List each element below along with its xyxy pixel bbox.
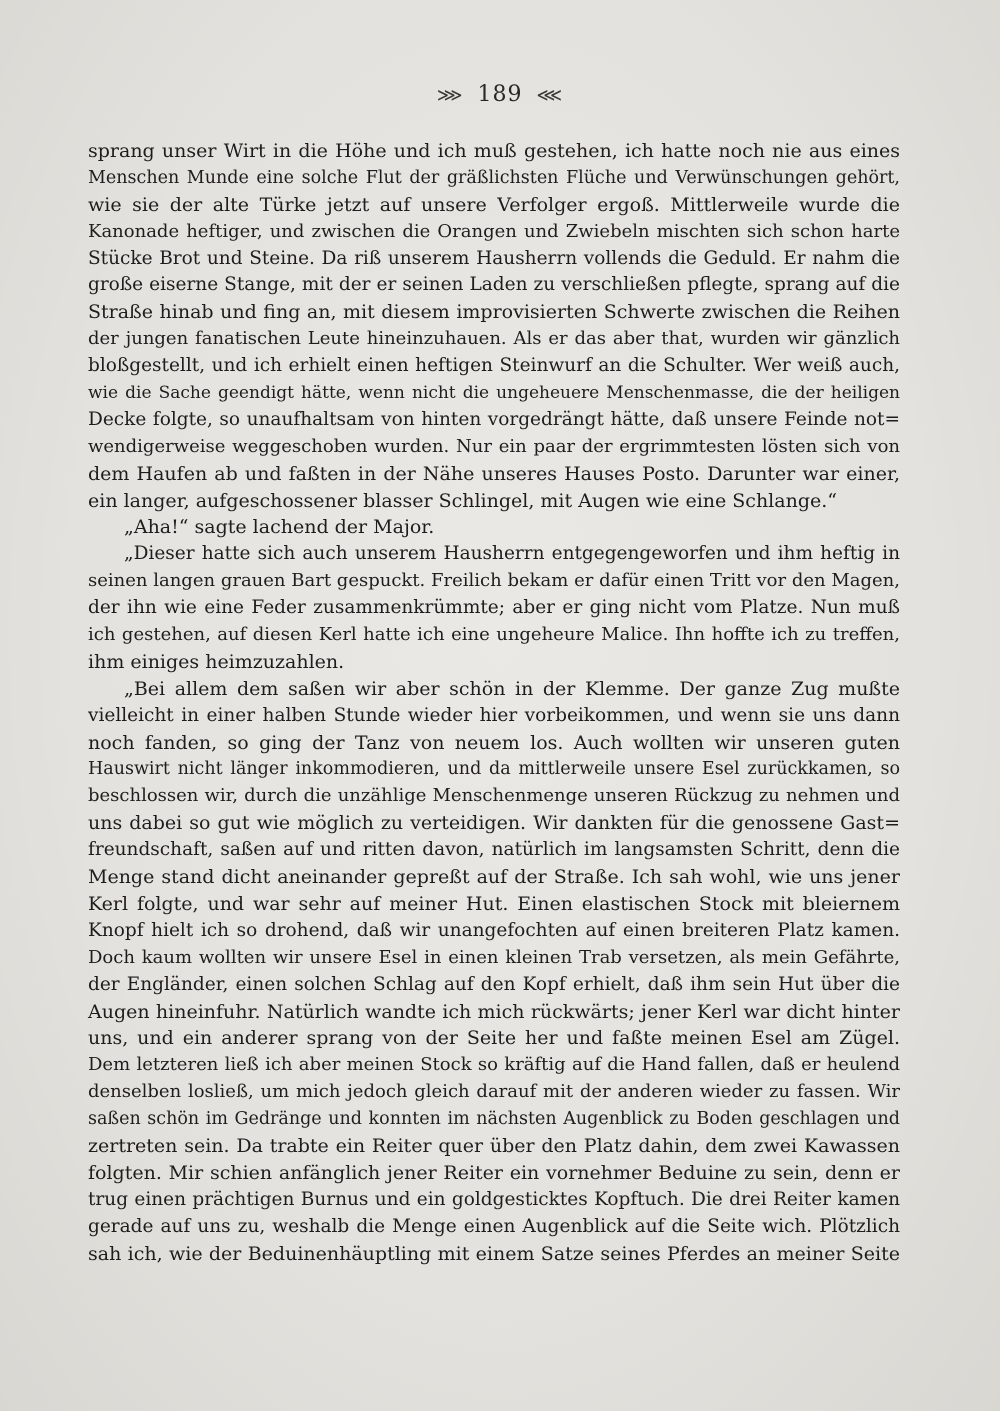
text-line: Hauswirt nicht länger inkommodieren, und da mittlerweile unsere Esel zurückkamen, so [88,759,900,780]
text-line: trug einen prächtigen Burnus und ein goldgesticktes Kopftuch. Die drei Reiter kamen [88,1188,900,1210]
text-line: der ihn wie eine Feder zusammenkrümmte; aber er ging nicht vom Platze. Nun muß [88,597,900,619]
text-line: der jungen fanatischen Leute hineinzuhauen. Als er das aber that, wurden wir gänzlich [88,328,900,350]
left-ornament-icon: ⋙ [436,85,464,106]
text-line: uns, und ein anderer sprang von der Seite her und faßte meinen Esel am Zügel. [88,1027,900,1050]
text-line: Kanonade heftiger, und zwischen die Orangen und Zwiebeln mischten sich schon harte [88,220,900,242]
text-line: Straße hinab und fing an, mit diesem improvisierten Schwerte zwischen die Reihen [88,301,900,324]
text-line: Stücke Brot und Steine. Da riß unserem Hausherrn vollends die Geduld. Er nahm die [88,247,900,269]
text-line: uns dabei so gut wie möglich zu verteidigen. Wir dankten für die genossene Gast= [88,812,900,835]
text-line: seinen langen grauen Bart gespuckt. Freilich bekam er dafür einen Tritt vor den Magen, [88,570,900,592]
text-line: beschlossen wir, durch die unzählige Menschenmenge unseren Rückzug zu nehmen und [88,785,900,807]
text-line: dem Haufen ab und faßten in der Nähe unseres Hauses Posto. Darunter war einer, [88,462,900,485]
text-line: Kerl folgte, und war sehr auf meiner Hut. Einen elastischen Stock mit bleiernem [88,892,900,915]
body-text [88,138,900,1267]
text-line: saßen schön im Gedränge und konnten im nächsten Augenblick zu Boden geschlagen und [88,1109,900,1130]
text-line: Decke folgte, so unaufhaltsam von hinten vorgedrängt hätte, daß unsere Feinde not= [88,408,900,430]
text-line: der Engländer, einen solchen Schlag auf den Kopf erhielt, daß ihm sein Hut über die [88,973,900,995]
text-line: „Aha!“ sagte lachend der Major. [124,516,435,539]
text-line: freundschaft, saßen auf und ritten davon, natürlich im langsamsten Schritt, denn die [88,839,900,861]
text-line: große eiserne Stange, mit der er seinen Laden zu verschließen pflegte, sprang auf die [88,274,900,296]
text-line: ein langer, aufgeschossener blasser Schlingel, mit Augen wie eine Schlange.“ [88,489,837,512]
text-line: ich gestehen, auf diesen Kerl hatte ich eine ungeheure Malice. Ihn hoffte ich zu treffen, [88,624,900,646]
text-line: zertreten sein. Da trabte ein Reiter quer über den Platz dahin, dem zwei Kawassen [88,1134,900,1157]
text-line: wie die Sache geendigt hätte, wenn nicht die ungeheuere Menschenmasse, die der heiligen [88,383,900,404]
text-line: gerade auf uns zu, weshalb die Menge einen Augenblick auf die Seite wich. Plötzlich [88,1215,900,1237]
text-line: denselben losließ, um mich jedoch gleich darauf mit der anderen wieder zu fassen. Wir [88,1081,900,1103]
text-line: vielleicht in einer halben Stunde wieder hier vorbeikommen, und wenn sie uns dann [88,704,900,726]
page-header [0,82,1000,107]
text-line: ihm einiges heimzuzahlen. [88,650,345,673]
text-line: Menge stand dicht aneinander gepreßt auf der Straße. Ich sah wohl, wie uns jener [88,866,900,889]
text-line: Augen hineinfuhr. Natürlich wandte ich mich rückwärts; jener Kerl war dicht hinter [88,1000,900,1023]
text-line: folgten. Mir schien anfänglich jener Reiter ein vornehmer Beduine zu sein, denn er [88,1161,900,1184]
page-number: 189 [477,82,523,107]
text-line: wendigerweise weggeschoben wurden. Nur ein paar der ergrimmtesten lösten sich von [88,435,900,457]
text-line: „Dieser hatte sich auch unserem Hausherrn entgegengeworfen und ihm heftig in [124,543,900,565]
text-line: wie sie der alte Türke jetzt auf unsere Verfolger ergoß. Mittlerweile wurde die [88,193,900,216]
text-line: „Bei allem dem saßen wir aber schön in der Klemme. Der ganze Zug mußte [124,677,900,700]
text-line: Knopf hielt ich so drohend, daß wir unangefochten auf einen breiteren Platz kamen. [88,919,900,941]
text-line: bloßgestellt, und ich erhielt einen heftigen Steinwurf an die Schulter. Wer weiß auch, [88,355,900,377]
text-line: noch fanden, so ging der Tanz von neuem los. Auch wollten wir unseren guten [88,731,900,754]
right-ornament-icon: ⋘ [536,85,564,106]
text-line: Doch kaum wollten wir unsere Esel in einen kleinen Trab versetzen, als mein Gefährte, [88,946,900,968]
text-line: Dem letzteren ließ ich aber meinen Stock so kräftig auf die Hand fallen, daß er heulend [88,1054,900,1076]
text-line: sprang unser Wirt in die Höhe und ich muß gestehen, ich hatte noch nie aus eines [88,140,900,162]
text-line: sah ich, wie der Beduinenhäuptling mit einem Satze seines Pferdes an meiner Seite [88,1242,900,1265]
text-line: Menschen Munde eine solche Flut der gräßlichsten Flüche und Verwünschungen gehört, [88,167,900,188]
